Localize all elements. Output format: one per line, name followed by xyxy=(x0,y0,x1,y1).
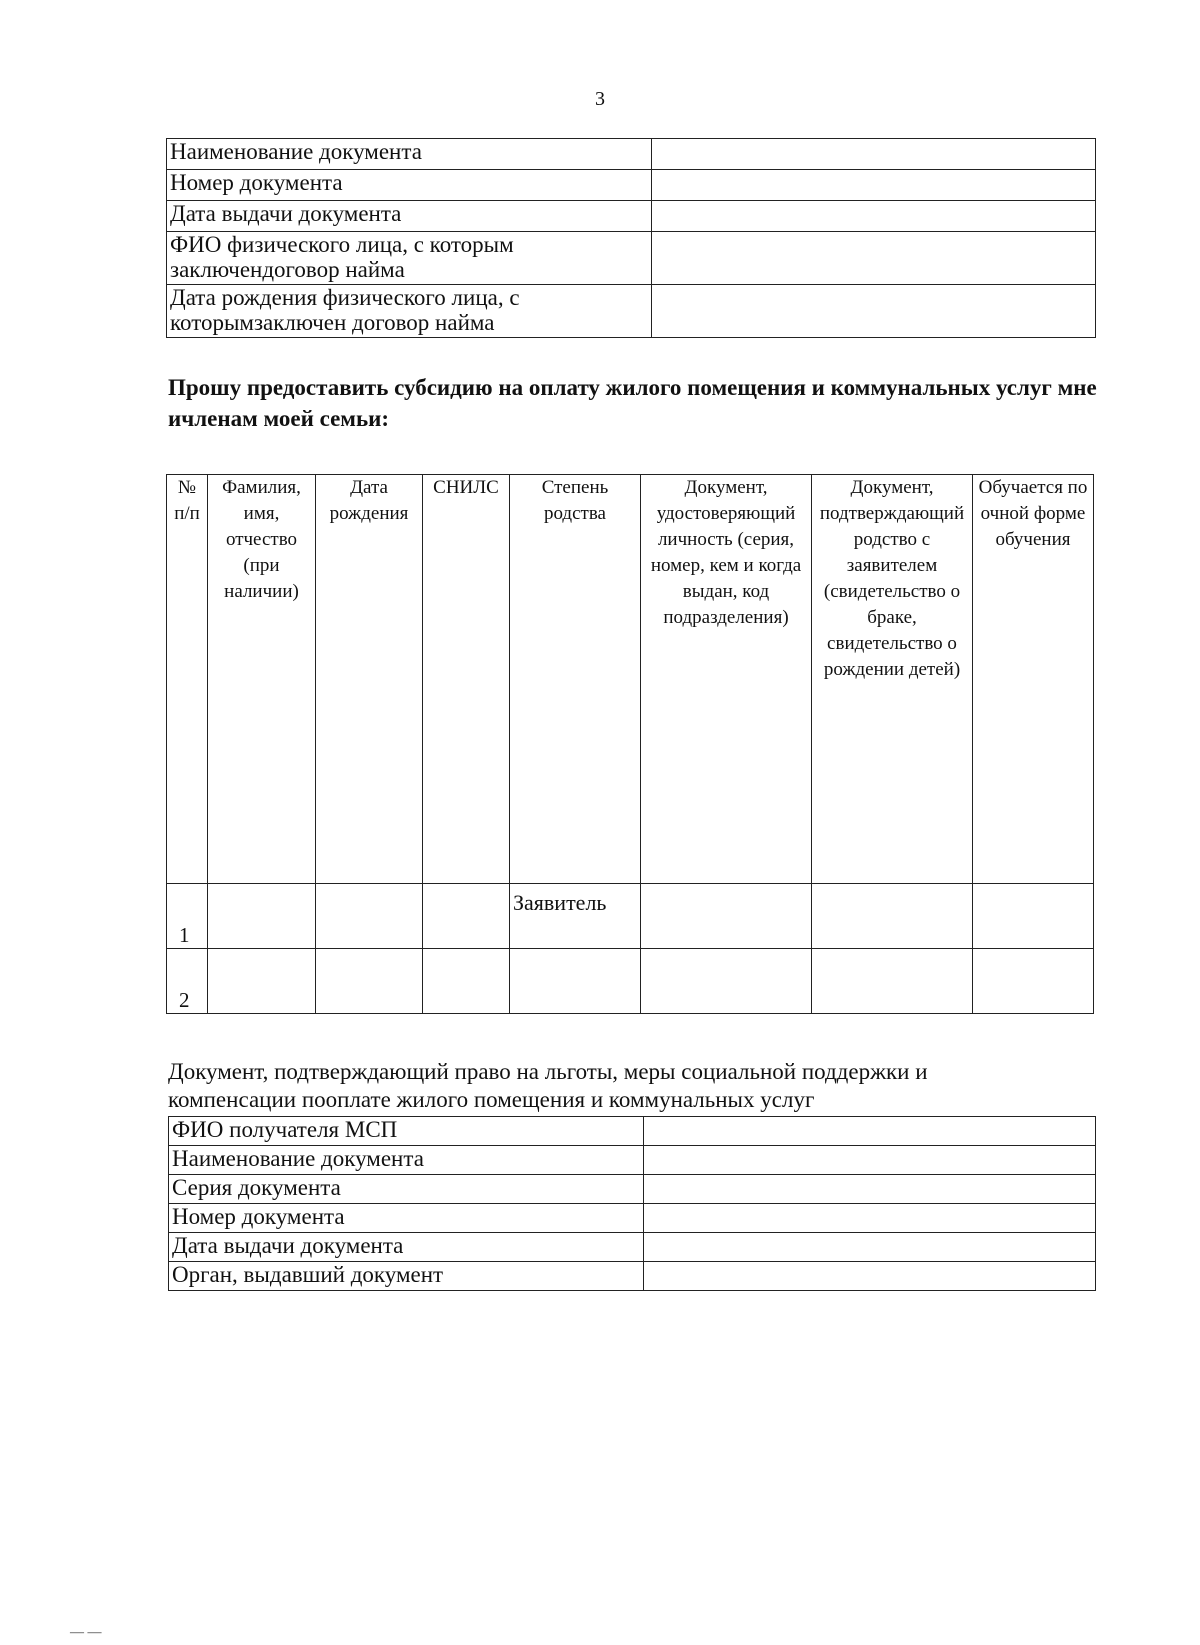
value-cell[interactable] xyxy=(644,1117,1096,1146)
row-label: Орган, выдавший документ xyxy=(169,1262,644,1291)
table-row xyxy=(169,1262,1096,1291)
identity-document-cell[interactable] xyxy=(641,884,812,949)
table-row xyxy=(167,285,1096,338)
col-header-snils: СНИЛС xyxy=(423,475,510,884)
full-time-study-cell[interactable] xyxy=(973,884,1094,949)
full-time-study-cell[interactable] xyxy=(973,949,1094,1014)
table-row xyxy=(167,884,1094,949)
table-row xyxy=(169,1146,1096,1175)
table-row xyxy=(167,232,1096,285)
row-label: Наименование документа xyxy=(167,139,652,170)
family-members-table xyxy=(166,474,1094,1014)
table-row xyxy=(167,139,1096,170)
benefit-paragraph-line-1: Документ, подтверждающий право на льготы, меры социальной поддержки и xyxy=(168,1059,928,1084)
value-cell[interactable] xyxy=(644,1233,1096,1262)
value-cell[interactable] xyxy=(644,1175,1096,1204)
col-header-relation: Степень родства xyxy=(510,475,641,884)
table-row xyxy=(169,1175,1096,1204)
contract-document-table xyxy=(166,138,1096,338)
table-row xyxy=(169,1204,1096,1233)
col-header-identity-document: Документ, удостоверяющий личность (серия, номер, кем и когда выдан, код подразделения) xyxy=(641,475,812,884)
row-label: Серия документа xyxy=(169,1175,644,1204)
identity-document-cell[interactable] xyxy=(641,949,812,1014)
row-label: Наименование документа xyxy=(169,1146,644,1175)
col-header-birth-date: Дата рождения xyxy=(316,475,423,884)
col-header-kinship-document: Документ, подтверждающий родство с заявителем (свидетельство о браке, свидетельство о рождении детей) xyxy=(812,475,973,884)
value-cell[interactable] xyxy=(644,1146,1096,1175)
value-cell[interactable] xyxy=(652,285,1096,338)
value-cell[interactable] xyxy=(644,1262,1096,1291)
row-label: Дата выдачи документа xyxy=(169,1233,644,1262)
table-row xyxy=(169,1117,1096,1146)
value-cell[interactable] xyxy=(652,201,1096,232)
table-header-row xyxy=(167,475,1094,884)
row-label: Номер документа xyxy=(169,1204,644,1233)
benefit-paragraph-line-2: компенсации пооплате жилого помещения и коммунальных услуг xyxy=(168,1087,815,1112)
col-header-full-name: Фамилия, имя, отчество (при наличии) xyxy=(208,475,316,884)
snils-cell[interactable] xyxy=(423,884,510,949)
kinship-document-cell[interactable] xyxy=(812,949,973,1014)
table-row xyxy=(169,1233,1096,1262)
value-cell[interactable] xyxy=(652,170,1096,201)
value-cell[interactable] xyxy=(644,1204,1096,1233)
page-number: 3 xyxy=(595,88,605,110)
row-label: Дата рождения физического лица, с которымзаключен договор найма xyxy=(167,285,652,338)
row-label: Дата выдачи документа xyxy=(167,201,652,232)
row-label: ФИО физического лица, с которым заключендоговор найма xyxy=(167,232,652,285)
row-label: Номер документа xyxy=(167,170,652,201)
birth-date-cell[interactable] xyxy=(316,884,423,949)
col-header-number: № п/п xyxy=(167,475,208,884)
table-row xyxy=(167,949,1094,1014)
relation-cell[interactable]: Заявитель xyxy=(510,884,641,949)
row-label: ФИО получателя МСП xyxy=(169,1117,644,1146)
footer-mark: — — xyxy=(70,1625,102,1640)
col-header-full-time-study: Обучается по очной форме обучения xyxy=(973,475,1094,884)
kinship-document-cell[interactable] xyxy=(812,884,973,949)
row-number: 2 xyxy=(167,949,208,1014)
row-number: 1 xyxy=(167,884,208,949)
table-row xyxy=(167,170,1096,201)
relation-cell[interactable] xyxy=(510,949,641,1014)
benefit-document-table xyxy=(168,1116,1096,1291)
table-row xyxy=(167,201,1096,232)
benefit-paragraph xyxy=(168,1058,1108,1114)
full-name-cell[interactable] xyxy=(208,949,316,1014)
birth-date-cell[interactable] xyxy=(316,949,423,1014)
value-cell[interactable] xyxy=(652,232,1096,285)
snils-cell[interactable] xyxy=(423,949,510,1014)
full-name-cell[interactable] xyxy=(208,884,316,949)
value-cell[interactable] xyxy=(652,139,1096,170)
request-heading: Прошу предоставить субсидию на оплату жилого помещения и коммунальных услуг мне ичленам моей семьи: xyxy=(168,375,1097,431)
